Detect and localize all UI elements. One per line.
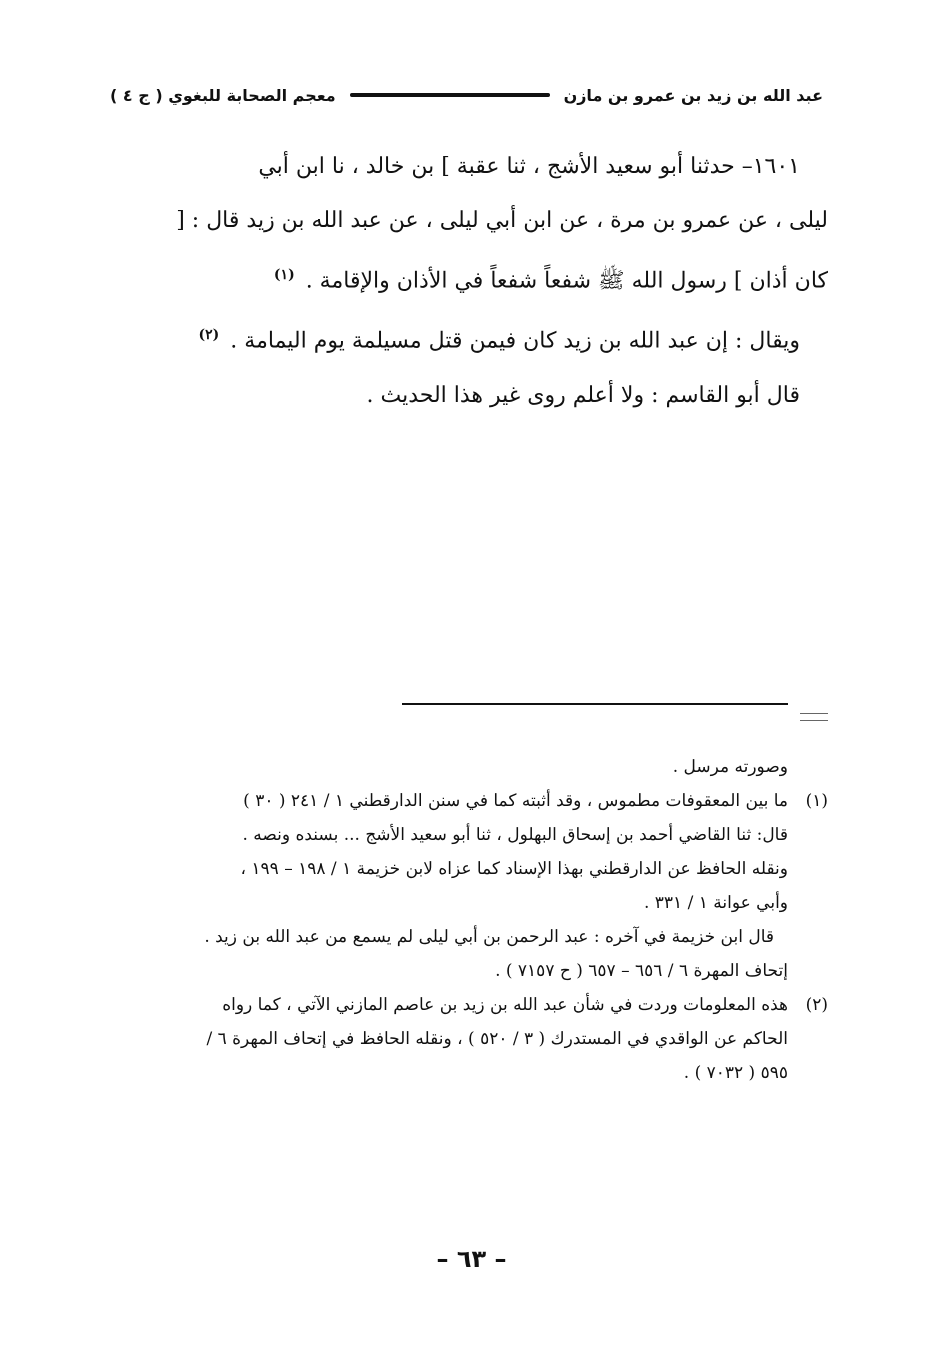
body-line-3 xyxy=(105,248,828,308)
body-line-3-text: كان أذان ] رسول الله ﷺ شفعاً شفعاً في الأذان والإقامة . xyxy=(305,268,828,294)
footnote-1-line: قال: ثنا القاضي أحمد بن إسحاق البهلول ، ثنا أبو سعيد الأشج ... بسنده ونصه . xyxy=(242,825,788,845)
footnote-ref-2[interactable]: (٢) xyxy=(198,327,220,344)
footnote-1-number: (١) xyxy=(805,791,828,811)
body-line-2: ليلى ، عن عمرو بن مرة ، عن ابن أبي ليلى ، عن عبد الله بن زيد قال : [ xyxy=(176,208,828,233)
footnote-separator-mark xyxy=(800,713,828,721)
footnote-2 xyxy=(110,988,828,1090)
footnotes-section xyxy=(110,750,828,1090)
footnote-2-line: الحاكم عن الواقدي في المستدرك ( ٣ / ٥٢٠ ) ، ونقله الحافظ في إتحاف المهرة ٦ / xyxy=(206,1029,788,1049)
body-line-5: قال أبو القاسم : ولا أعلم روى غير هذا الحديث . xyxy=(366,382,800,408)
running-header xyxy=(110,80,823,110)
header-rule xyxy=(350,93,550,97)
body-line-1: ١٦٠١– حدثنا أبو سعيد الأشج ، ثنا عقبة ] بن خالد ، نا ابن أبي xyxy=(258,154,800,179)
footnote-1-line: ونقله الحافظ عن الدارقطني بهذا الإسناد كما عزاه لابن خزيمة ١ / ١٩٨ – ١٩٩ ، xyxy=(240,859,788,879)
page-number: – ٦٣ – xyxy=(436,1245,507,1273)
footnote-1-body xyxy=(110,784,788,988)
footnote-ref-1[interactable]: (١) xyxy=(273,267,295,283)
footnote-intro: وصورته مرسل . xyxy=(672,757,788,777)
header-book-title: معجم الصحابة للبغوي ( ج ٤ ) xyxy=(110,85,336,105)
footnote-separator xyxy=(402,703,788,705)
main-text xyxy=(105,140,828,423)
footnote-2-body xyxy=(110,988,788,1090)
footnote-1 xyxy=(110,784,828,988)
body-line-4 xyxy=(105,308,828,368)
header-entry-title: عبد الله بن زيد بن عمرو بن مازن xyxy=(563,85,823,105)
footnote-2-line: ٥٩٥ ( ٧٠٣٢ ) . xyxy=(683,1063,788,1083)
footnote-1-line: قال ابن خزيمة في آخره : عبد الرحمن بن أبي ليلى لم يسمع من عبد الله بن زيد . xyxy=(204,927,774,947)
body-line-4-text: ويقال : إن عبد الله بن زيد كان فيمن قتل مسيلمة يوم اليمامة . xyxy=(230,328,800,354)
footnote-2-number: (٢) xyxy=(805,995,828,1015)
footnote-1-line: وأبي عوانة ١ / ٣٣١ . xyxy=(643,893,788,913)
footnote-2-line: هذه المعلومات وردت في شأن عبد الله بن زيد بن عاصم المازني الآتي ، كما رواه xyxy=(222,995,788,1015)
footnote-1-line: إتحاف المهرة ٦ / ٦٥٦ – ٦٥٧ ( ح ٧١٥٧ ) . xyxy=(495,961,788,981)
footnote-1-line: ما بين المعقوفات مطموس ، وقد أثبته كما في سنن الدارقطني ١ / ٢٤١ ( ٣٠ ) xyxy=(243,791,788,811)
